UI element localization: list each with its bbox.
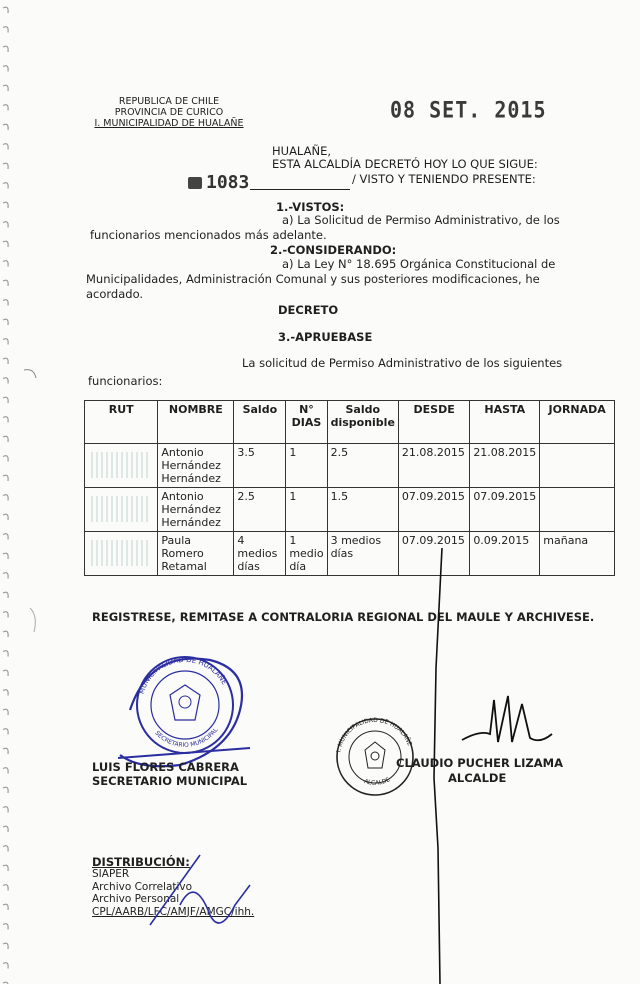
header-dias: N° DIAS bbox=[286, 401, 327, 444]
cell-hasta: 07.09.2015 bbox=[470, 488, 540, 532]
cell-saldo: 3.5 bbox=[234, 444, 286, 488]
cell-saldo: 4 medios días bbox=[234, 532, 286, 576]
place-label: HUALAÑE, bbox=[272, 144, 331, 158]
svg-text:ALCALDE bbox=[363, 776, 391, 787]
cell-jornada bbox=[540, 444, 615, 488]
list-item: Archivo Personal bbox=[92, 893, 180, 905]
letterhead-country: REPUBLICA DE CHILE bbox=[118, 96, 220, 107]
cell-disponible: 2.5 bbox=[327, 444, 398, 488]
cell-hasta: 0.09.2015 bbox=[470, 532, 540, 576]
considerando-text-1: a) La Ley N° 18.695 Orgánica Constitucional de bbox=[282, 257, 556, 271]
cell-hasta: 21.08.2015 bbox=[470, 444, 540, 488]
initials-scribble bbox=[140, 845, 270, 935]
date-stamp: 08 SET. 2015 bbox=[390, 96, 547, 124]
margin-mark-2 bbox=[26, 606, 46, 636]
considerando-text-3: acordado. bbox=[86, 287, 144, 301]
considerando-text-2: Municipalidades, Administración Comunal y sus posteriores modificaciones, he bbox=[86, 272, 540, 286]
svg-text:I. MUNICIPALIDAD DE HUALAÑE bbox=[335, 717, 413, 753]
letterhead bbox=[84, 96, 254, 129]
cell-disponible: 3 medios días bbox=[327, 532, 398, 576]
cell-saldo: 2.5 bbox=[234, 488, 286, 532]
decree-number-line bbox=[250, 189, 350, 190]
secretary-name: LUIS FLORES CABRERA bbox=[92, 760, 239, 774]
vistos-text-1: a) La Solicitud de Permiso Administrativo, de los bbox=[282, 213, 560, 227]
cell-desde: 07.09.2015 bbox=[398, 532, 469, 576]
cell-desde: 21.08.2015 bbox=[398, 444, 469, 488]
decree-statement: ESTA ALCALDÍA DECRETÓ HOY LO QUE SIGUE: bbox=[272, 157, 538, 171]
header-rut: RUT bbox=[85, 401, 158, 444]
seal-left-text: MUNICIPALIDAD DE HUALAÑE bbox=[137, 655, 229, 695]
rut-redacted bbox=[85, 444, 158, 488]
list-item: SIAPER bbox=[92, 868, 130, 880]
cell-dias: 1 bbox=[286, 488, 327, 532]
table-header-row bbox=[85, 401, 615, 444]
table-row bbox=[85, 532, 615, 576]
header-disponible: Saldo disponible bbox=[327, 401, 398, 444]
seal-right-text: I. MUNICIPALIDAD DE HUALAÑE bbox=[335, 716, 413, 753]
decree-number: 1083 bbox=[206, 172, 250, 193]
letterhead-municipality: I. MUNICIPALIDAD DE HUALAÑE bbox=[94, 118, 244, 129]
distribution-heading: DISTRIBUCIÓN: bbox=[92, 855, 190, 869]
header-hasta: HASTA bbox=[470, 401, 540, 444]
decreto-title: DECRETO bbox=[278, 303, 339, 317]
vistos-heading: 1.-VISTOS: bbox=[276, 200, 345, 214]
cell-disponible: 1.5 bbox=[327, 488, 398, 532]
closing-statement: REGISTRESE, REMITASE A CONTRALORIA REGIONAL DEL MAULE Y ARCHIVESE. bbox=[92, 610, 595, 624]
list-item: Archivo Correlativo bbox=[92, 880, 193, 893]
binding-marks bbox=[0, 0, 14, 984]
cell-dias: 1 medio día bbox=[286, 532, 327, 576]
cell-dias: 1 bbox=[286, 444, 327, 488]
apruebase-text-2: funcionarios: bbox=[88, 374, 163, 388]
secretary-title: SECRETARIO MUNICIPAL bbox=[92, 774, 248, 788]
list-item: CPL/AARB/LFC/AMJF/AMGC/ihh. bbox=[92, 905, 255, 918]
cell-nombre: Antonio Hernández Hernández bbox=[158, 488, 234, 532]
permits-table bbox=[84, 400, 615, 576]
table-row bbox=[85, 444, 615, 488]
letterhead-province: PROVINCIA DE CURICO bbox=[114, 107, 224, 118]
rut-redacted bbox=[85, 532, 158, 576]
table-row bbox=[85, 488, 615, 532]
header-nombre: NOMBRE bbox=[158, 401, 234, 444]
mayor-name: CLAUDIO PUCHER LIZAMA bbox=[396, 756, 563, 770]
seal-left-bottom: SECRETARIO MUNICIPAL bbox=[153, 726, 220, 749]
mayor-signature bbox=[460, 690, 560, 760]
cell-nombre: Paula Romero Retamal bbox=[158, 532, 234, 576]
cell-nombre: Antonio Hernández Hernández bbox=[158, 444, 234, 488]
rut-redacted bbox=[85, 488, 158, 532]
cell-jornada: mañana bbox=[540, 532, 615, 576]
vistos-text-2: funcionarios mencionados más adelante. bbox=[90, 228, 327, 242]
header-saldo: Saldo bbox=[234, 401, 286, 444]
secretary-seal bbox=[110, 640, 260, 780]
cell-jornada bbox=[540, 488, 615, 532]
number-stamp-mark bbox=[188, 177, 202, 189]
mayor-title: ALCALDE bbox=[448, 771, 507, 785]
visto-statement: / VISTO Y TENIENDO PRESENTE: bbox=[352, 172, 536, 186]
header-jornada: JORNADA bbox=[540, 401, 615, 444]
apruebase-text-1: La solicitud de Permiso Administrativo de los siguientes bbox=[242, 356, 563, 370]
header-desde: DESDE bbox=[398, 401, 469, 444]
cell-desde: 07.09.2015 bbox=[398, 488, 469, 532]
margin-mark bbox=[20, 366, 44, 390]
seal-right-bottom: ALCALDE bbox=[363, 776, 392, 787]
apruebase-heading: 3.-APRUEBASE bbox=[278, 330, 373, 344]
considerando-heading: 2.-CONSIDERANDO: bbox=[270, 243, 397, 257]
